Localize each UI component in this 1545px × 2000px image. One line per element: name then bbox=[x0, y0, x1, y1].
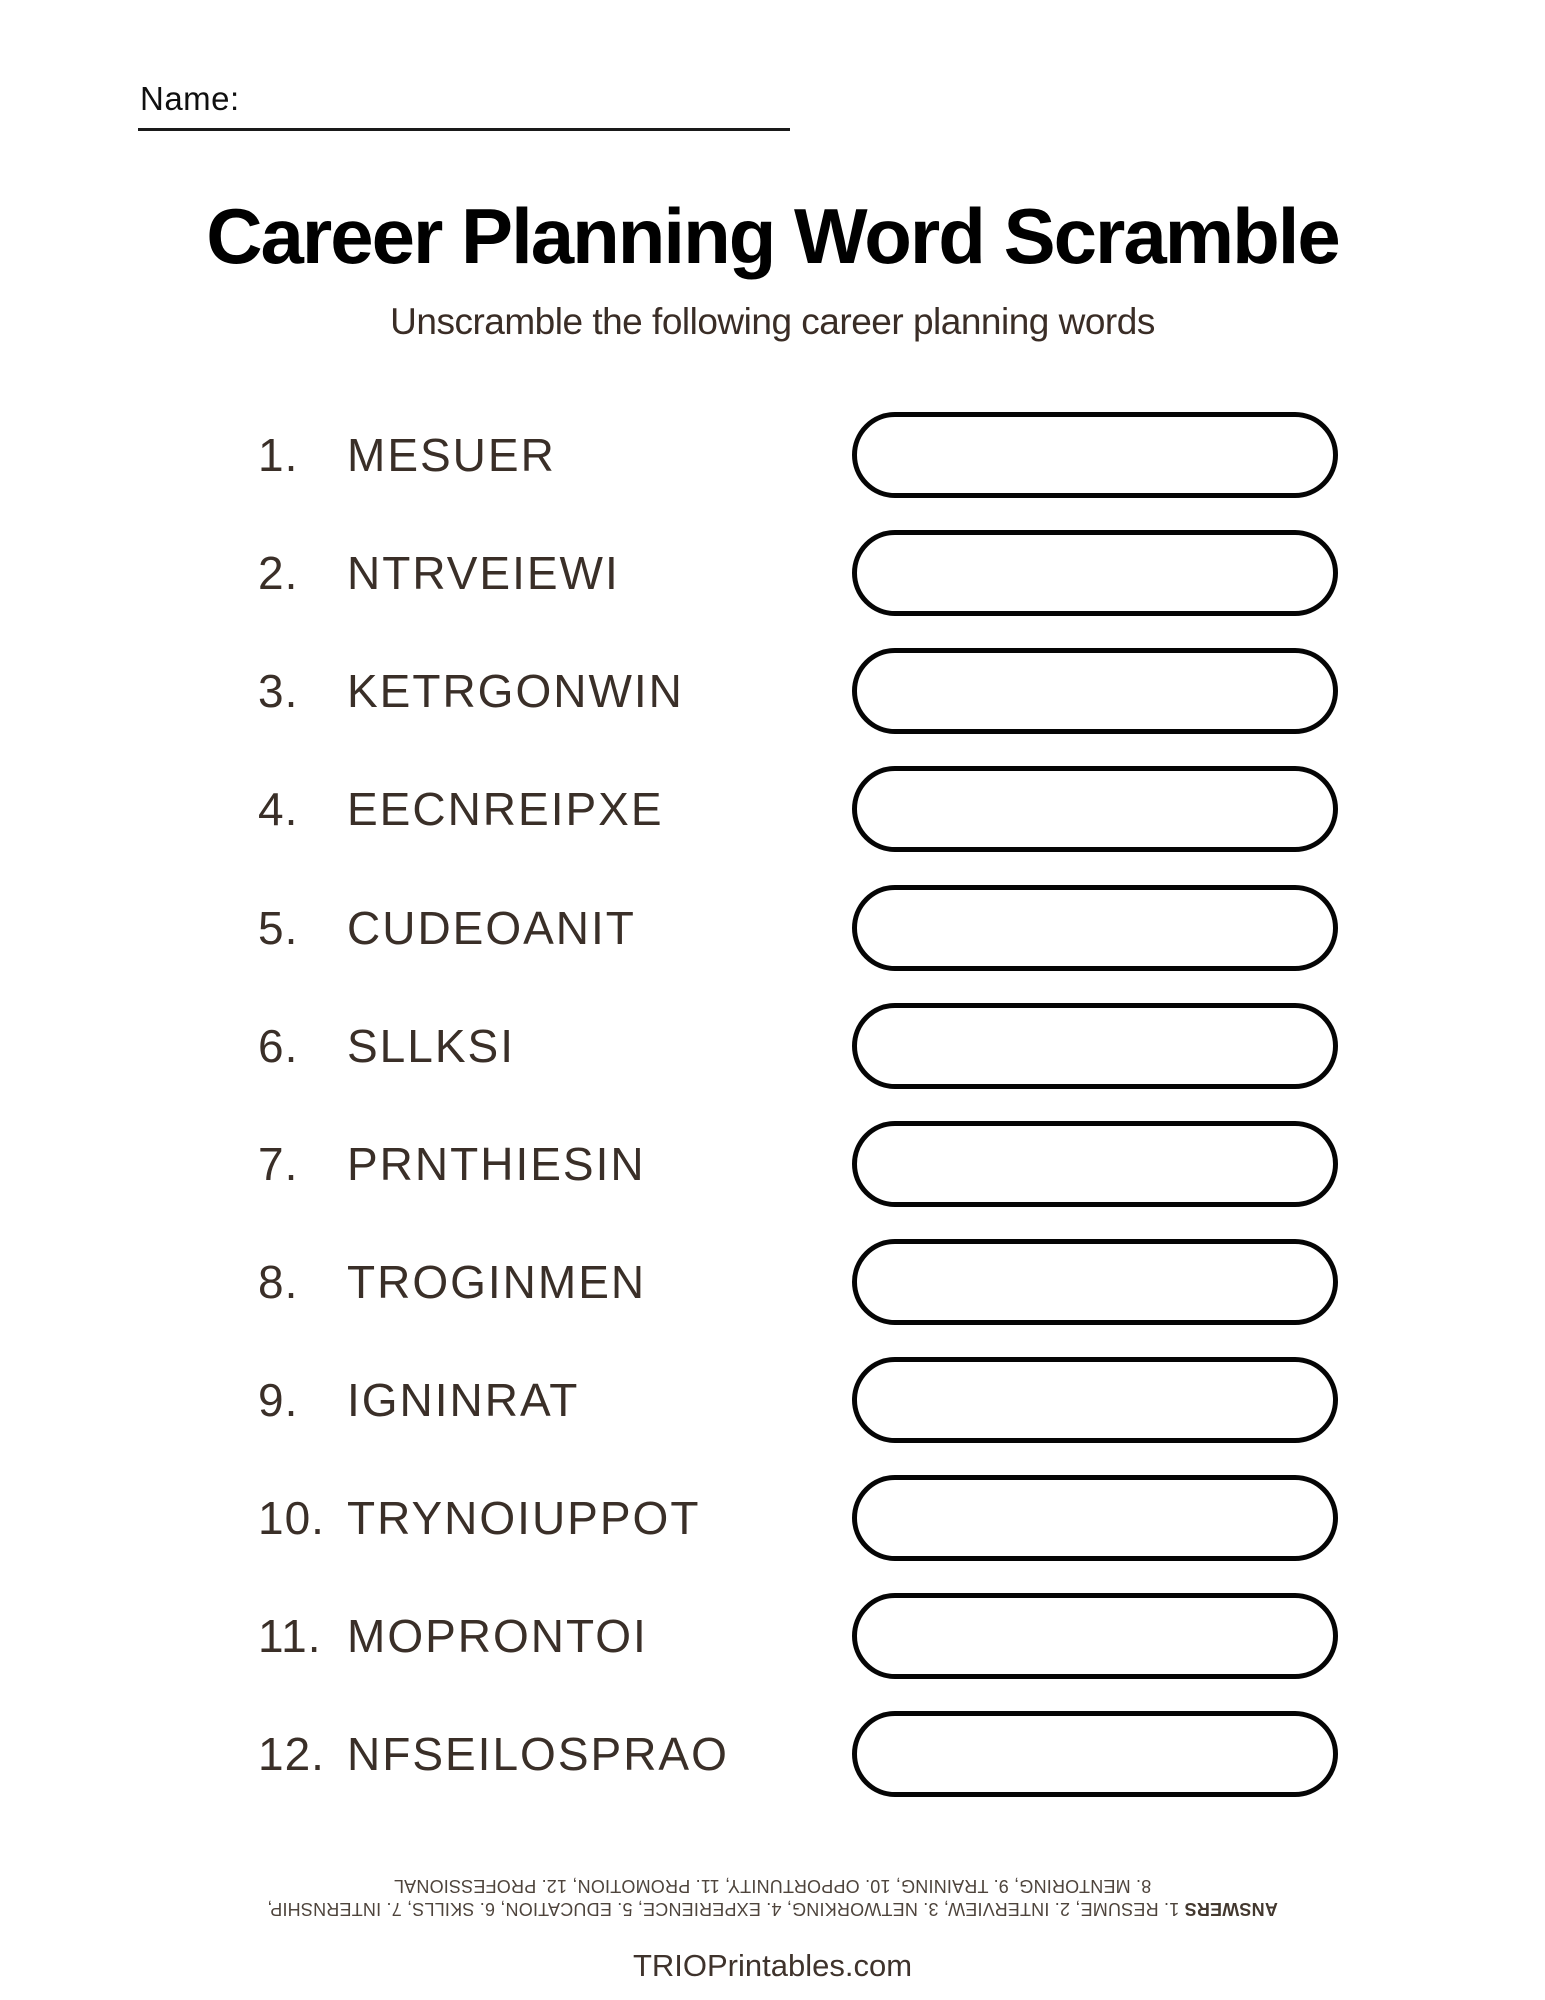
answer-key-line-2: 8. MENTORING, 9. TRAINING, 10. OPPORTUNITY, 11. PROMOTION, 12. PROFESSIONAL bbox=[393, 1876, 1152, 1896]
scramble-row bbox=[0, 1593, 1545, 1679]
site-footer: TRIOPrintables.com bbox=[632, 1948, 913, 1983]
item-number: 1. bbox=[258, 429, 299, 481]
scramble-row bbox=[0, 1239, 1545, 1325]
answer-blank[interactable] bbox=[852, 1593, 1338, 1679]
answers-heading: ANSWERS bbox=[1184, 1899, 1278, 1919]
item-number: 2. bbox=[258, 547, 299, 599]
answer-blank[interactable] bbox=[852, 648, 1338, 734]
scrambled-word: MESUER bbox=[347, 429, 556, 481]
item-number: 8. bbox=[258, 1256, 299, 1308]
scrambled-word: KETRGONWIN bbox=[347, 665, 684, 717]
scrambled-word: NTRVEIEWI bbox=[347, 547, 620, 599]
item-number: 6. bbox=[258, 1020, 299, 1072]
scramble-row bbox=[0, 1475, 1545, 1561]
scrambled-word: TROGINMEN bbox=[347, 1256, 647, 1308]
scramble-row bbox=[0, 530, 1545, 616]
scramble-row bbox=[0, 1357, 1545, 1443]
answer-key-line-1: ANSWERS 1. RESUME, 2. INTERVIEW, 3. NETWORKING, 4. EXPERIENCE, 5. EDUCATION, 6. SKILLS, 7. INTERNSHIP, bbox=[267, 1899, 1278, 1919]
scrambled-word: CUDEOANIT bbox=[347, 902, 636, 954]
scramble-row bbox=[0, 412, 1545, 498]
scrambled-word: NFSEILOSPRAO bbox=[347, 1728, 729, 1780]
answer-blank[interactable] bbox=[852, 1121, 1338, 1207]
scramble-row bbox=[0, 1003, 1545, 1089]
item-number: 11. bbox=[258, 1610, 322, 1662]
item-number: 7. bbox=[258, 1138, 299, 1190]
item-number: 10. bbox=[258, 1492, 325, 1544]
scrambled-word: PRNTHIESIN bbox=[347, 1138, 646, 1190]
answer-blank[interactable] bbox=[852, 1475, 1338, 1561]
scrambled-word: SLLKSI bbox=[347, 1020, 515, 1072]
answer-blank[interactable] bbox=[852, 1239, 1338, 1325]
answer-blank[interactable] bbox=[852, 1711, 1338, 1797]
answer-blank[interactable] bbox=[852, 885, 1338, 971]
page-subtitle: Unscramble the following career planning words bbox=[390, 301, 1155, 342]
scramble-row bbox=[0, 766, 1545, 852]
answer-blank[interactable] bbox=[852, 1003, 1338, 1089]
answer-blank[interactable] bbox=[852, 766, 1338, 852]
name-label: Name: bbox=[140, 80, 240, 117]
item-number: 4. bbox=[258, 783, 299, 835]
item-number: 5. bbox=[258, 902, 299, 954]
name-blank-line[interactable] bbox=[138, 128, 790, 131]
answer-blank[interactable] bbox=[852, 530, 1338, 616]
item-number: 9. bbox=[258, 1374, 299, 1426]
item-number: 3. bbox=[258, 665, 299, 717]
answer-key bbox=[0, 1874, 1545, 1920]
scrambled-word: TRYNOIUPPOT bbox=[347, 1492, 701, 1544]
scramble-row bbox=[0, 885, 1545, 971]
scrambled-word: EECNREIPXE bbox=[347, 783, 664, 835]
item-number: 12. bbox=[258, 1728, 325, 1780]
scrambled-word: IGNINRAT bbox=[347, 1374, 580, 1426]
answer-blank[interactable] bbox=[852, 412, 1338, 498]
scramble-row bbox=[0, 1121, 1545, 1207]
scramble-row bbox=[0, 648, 1545, 734]
page-title: Career Planning Word Scramble bbox=[206, 192, 1339, 280]
answer-blank[interactable] bbox=[852, 1357, 1338, 1443]
scramble-row bbox=[0, 1711, 1545, 1797]
scrambled-word: MOPRONTOI bbox=[347, 1610, 648, 1662]
